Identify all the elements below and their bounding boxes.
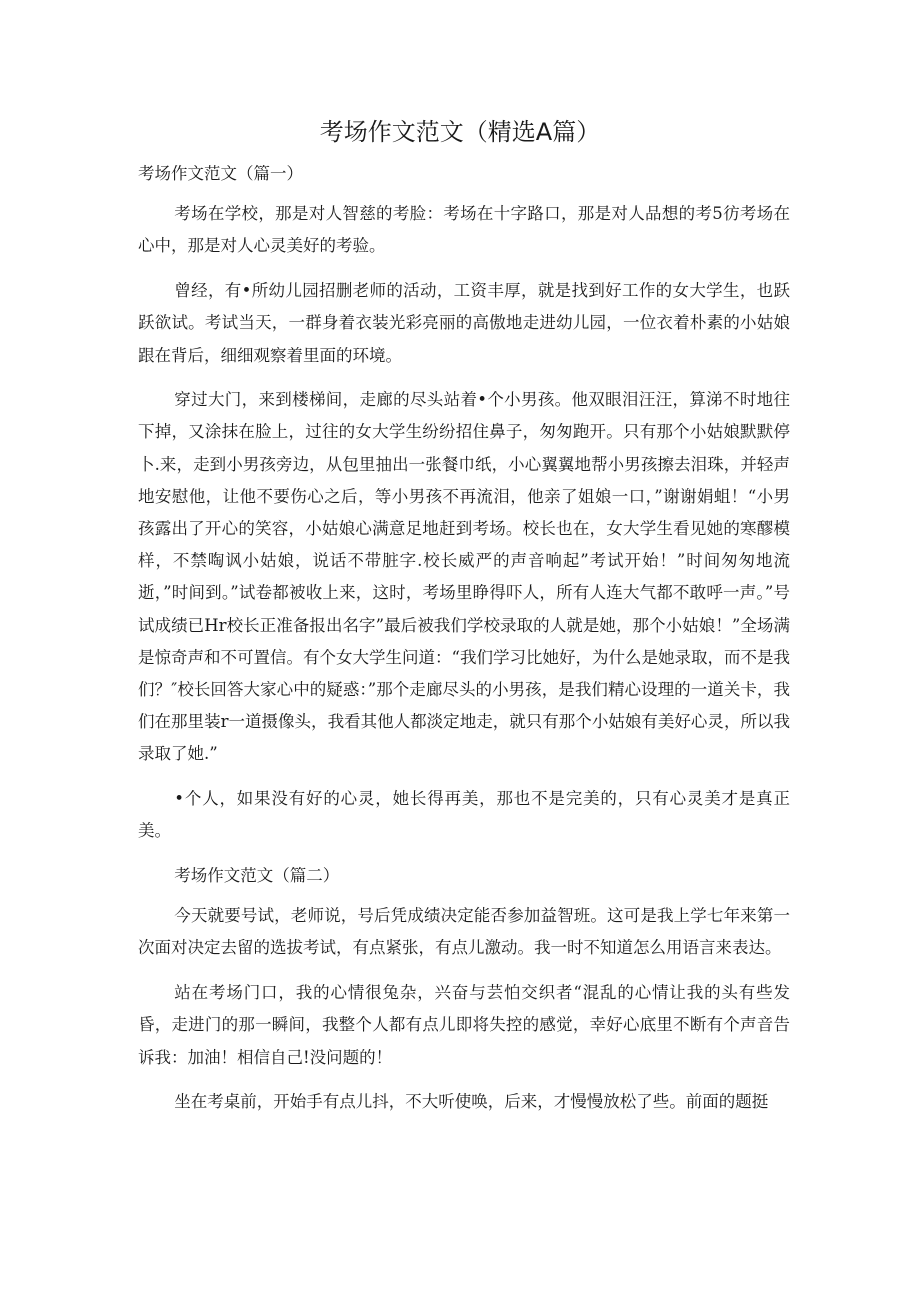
paragraph: •个人，如果没有好的心灵，她长得再美，那也不是完美的，只有心灵美才是真正美。 xyxy=(138,789,790,841)
document-body xyxy=(138,158,790,1131)
document-title: 考场作文范文（精选A篇） xyxy=(319,118,601,146)
section-heading: 考场作文范文（篇一） xyxy=(138,164,303,183)
paragraph: 今天就要号试，老师说，号后凭成绩决定能否参加益智班。这可是我上学七年来第一次面对决定去留的选拔考试，有点紧张，有点儿激动。我一时不知道怎么用语言来表达。 xyxy=(138,906,790,958)
paragraph: 穿过大门，来到楼梯间，走廊的尽头站着•个小男孩。他双眼泪汪汪，算涕不时地往下掉，又涂抹在脸上，过往的女大学生纷纷招住鼻子，匆匆跑开。只有那个小姑娘默默停卜.来，走到小男孩旁边，从包里抽出一张餐巾纸，小心翼翼地帮小男孩擦去泪珠，并轻声地安慰他，让他不要伤心之后，等小男孩不再流泪，他亲了姐娘一口，”谢谢娟蛆！“小男孩露出了开心的笑容，小姑娘心满意足地赶到考场。校长也在，女大学生看见她的寒醪模样，不禁啕讽小姑娘，说话不带脏字.校长威严的声音响起”考试开始！”时间匆匆地流逝，”时间到。”试卷都被收上来，这时，考场里睁得吓人，所有人连大气都不敢呼一声。”号试成绩已Hr校长正准备报出名字”最后被我们学校录取的人就是她，那个小姑娘！”全场满是惊奇声和不可置信。有个女大学生问道：“我们学习比她好，为什么是她录取，而不是我们？″校长回答大家心中的疑惑：”那个走廊尽头的小男孩，是我们精心设理的一道关卡，我们在那里装r一道摄像头，我看其他人都淡定地走，就只有那个小姑娘有美好心灵，所以我录取了她.” xyxy=(138,390,790,764)
paragraph: 坐在考桌前，开始手有点儿抖，不大听使唤，后来，才慢慢放松了些。前面的题挺 xyxy=(174,1092,769,1112)
paragraph: 曾经，有•所幼儿园招删老师的活动，工资丰厚，就是找到好工作的女大学生，也跃跃欲试。考试当天，一群身着衣装光彩亮丽的高傲地走进幼儿园，一位衣着朴素的小姑娘跟在背后，细细观察着里面的环境。 xyxy=(138,281,790,365)
paragraph: 考场在学校，那是对人智慈的考脸：考场在十字路口，那是对人品想的考5彷考场在心中，那是对人心灵美好的考验。 xyxy=(138,204,790,256)
section-heading: 考场作文范文（篇二） xyxy=(174,866,340,886)
paragraph: 站在考场门口，我的心情很兔杂，兴奋与芸怕交织者“混乱的心情让我的头有些发昏，走进门的那一瞬间，我整个人都有点儿即将失控的感觉，幸好心底里不断有个声音告诉我：加油！相信自己!没问题的！ xyxy=(138,983,790,1067)
